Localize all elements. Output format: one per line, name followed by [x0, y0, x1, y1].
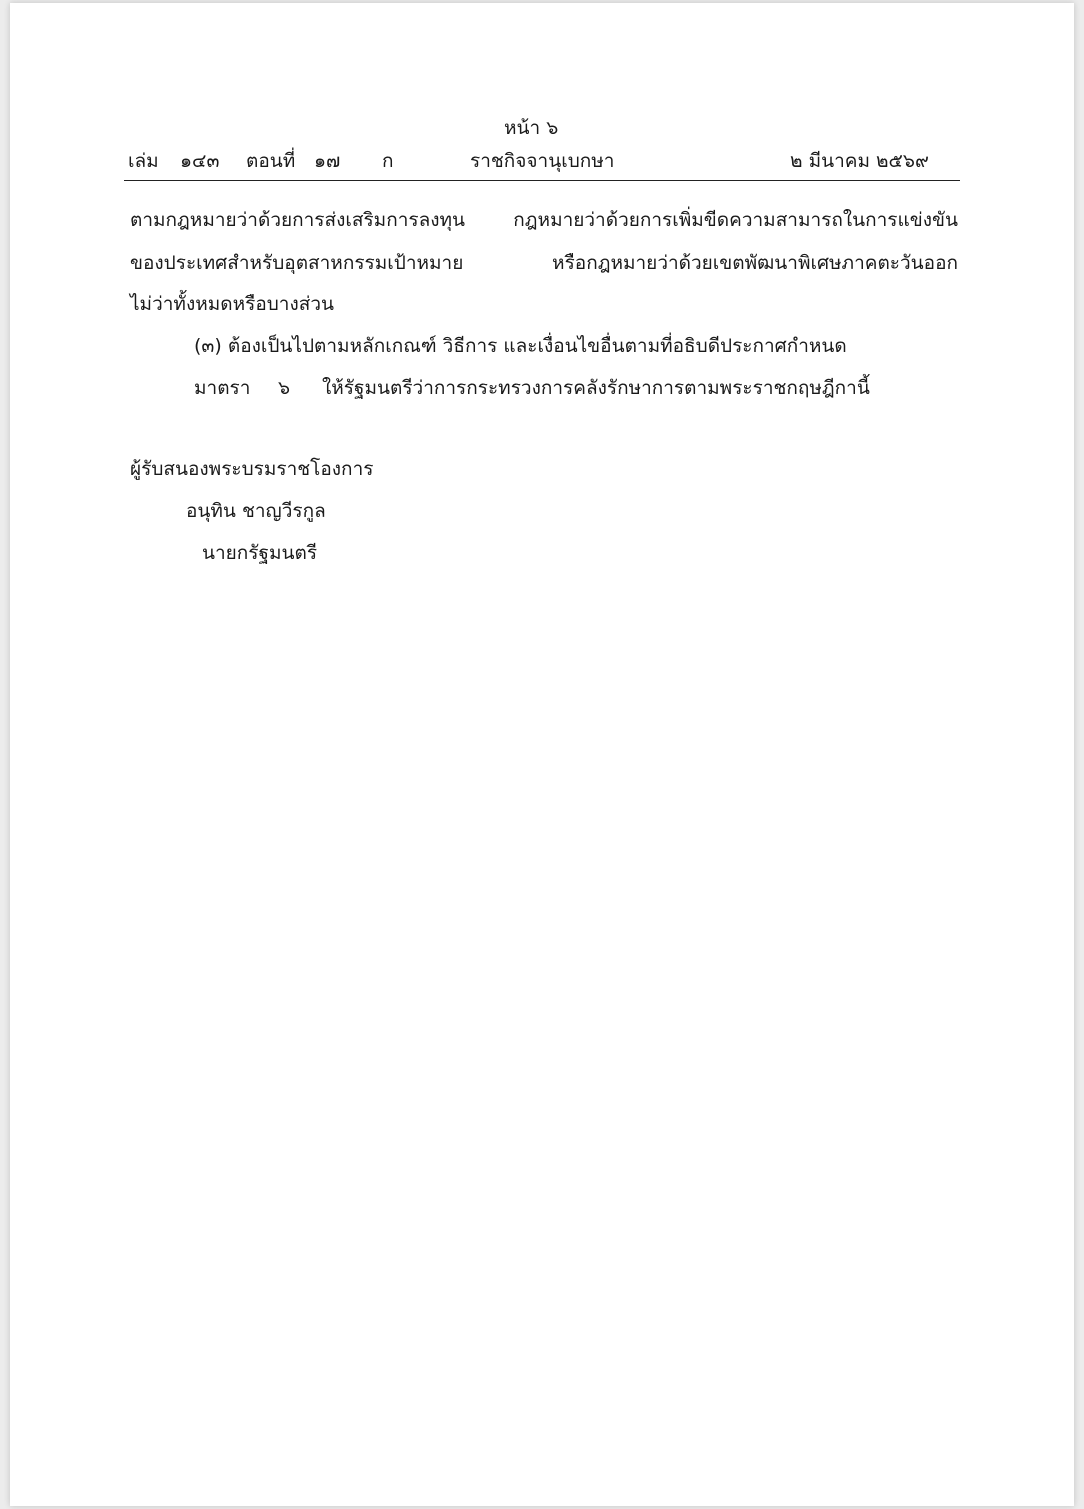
gazette-name: ราชกิจจานุเบกษา	[470, 150, 615, 172]
volume-number: ๑๔๓	[180, 150, 220, 172]
page-number: หน้า ๖	[504, 117, 559, 139]
body-line-3: ไม่ว่าทั้งหมดหรือบางส่วน	[130, 293, 335, 315]
issue-number: ๑๗	[314, 150, 341, 172]
publication-date: ๒ มีนาคม ๒๕๖๙	[790, 150, 929, 172]
section-text: ให้รัฐมนตรีว่าการกระทรวงการคลังรักษาการตามพระราชกฤษฎีกานี้	[322, 377, 870, 399]
section-letter: ก	[382, 150, 394, 172]
countersign-label: ผู้รับสนองพระบรมราชโองการ	[130, 458, 374, 480]
section-number: ๖	[278, 377, 291, 399]
issue-label: ตอนที่	[246, 150, 296, 172]
section-label: มาตรา	[194, 377, 251, 399]
gazette-document	[10, 3, 1074, 1506]
signatory-title: นายกรัฐมนตรี	[202, 542, 318, 564]
document-page	[10, 3, 1074, 1506]
signatory-name: อนุทิน ชาญวีรกูล	[186, 500, 326, 522]
body-line-2: ของประเทศสำหรับอุตสาหกรรมเป้าหมาย หรือกฎหมายว่าด้วยเขตพัฒนาพิเศษภาคตะวันออก	[130, 252, 958, 274]
volume-label: เล่ม	[128, 150, 159, 172]
body-line-1: ตามกฎหมายว่าด้วยการส่งเสริมการลงทุน กฎหมายว่าด้วยการเพิ่มขีดความสามารถในการแข่งขัน	[130, 209, 958, 231]
clause-3: (๓) ต้องเป็นไปตามหลักเกณฑ์ วิธีการ และเงื่อนไขอื่นตามที่อธิบดีประกาศกำหนด	[194, 335, 847, 357]
header-divider	[124, 180, 960, 181]
